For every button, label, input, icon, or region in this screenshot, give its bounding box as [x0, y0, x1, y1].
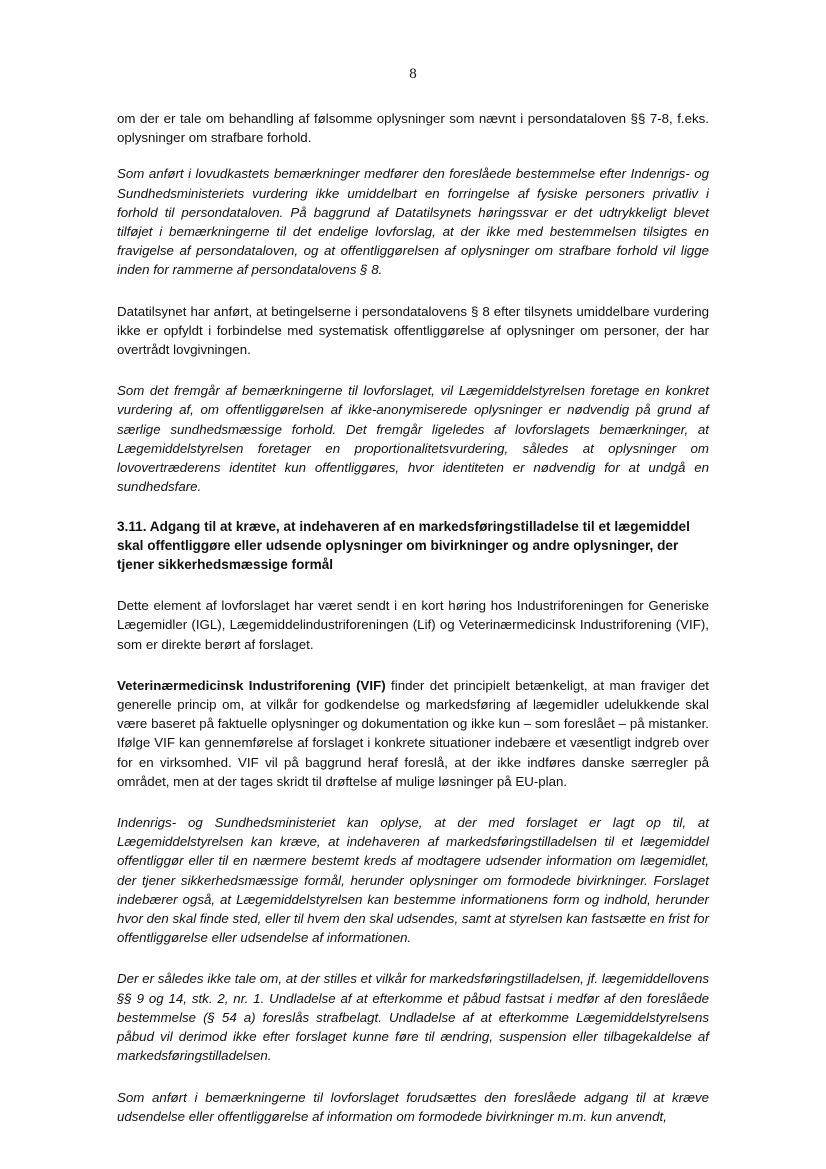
paragraph-3: Datatilsynet har anført, at betingelserne i persondatalovens § 8 efter tilsynets umiddelbare vurdering ikke er opfyldt i forbindelse med systematisk offentliggørelse af oplysninger om personer, der har overtrådt lovgivningen. [117, 303, 709, 358]
vif-text: finder det principielt betænkeligt, at man fraviger det generelle princip om, at vilkår for godkendelse og markedsføring af lægemidler udelukkende skal være baseret på faktuelle oplysninger og dokumentation og ikke kun – som foreslået – på mistanker. Ifølge VIF kan gennemførelse af forslaget i konkrete situationer indebære et væsentligt indgreb over for en virksomhed. VIF vil på baggrund heraf foreslå, at der ikke indføres danske særregler på området, men at der tages skridt til drøftelse af mulige løsninger på EU-plan. [117, 677, 709, 789]
page-number: 8 [409, 66, 417, 82]
document-body [117, 109, 709, 1126]
vif-bold-lead: Veterinærmedicinsk Industriforening (VIF) [117, 677, 386, 693]
paragraph-7: Der er således ikke tale om, at der stilles et vilkår for markedsføringstilladelsen, jf. lægemiddellovens §§ 9 og 14, stk. 2, nr. 1. Undladelse af at efterkomme et påbud fastsat i medfør af den foreslåede bestemmelse (§ 54 a) foreslås strafbelagt. Undladelse af at efterkomme Lægemiddelstyrelsens påbud vil derimod ikke efter forslaget kunne føre til ændring, suspension eller tilbagekaldelse af markedsføringstilladelsen. [117, 971, 709, 1064]
paragraph-5: Dette element af lovforslaget har været sendt i en kort høring hos Industriforeningen for Generiske Lægemidler (IGL), Lægemiddelindustriforeningen (Lif) og Veterinærmedicinsk Industriforening (VIF), som er direkte berørt af forslaget. [117, 598, 709, 652]
paragraph-1: om der er tale om behandling af følsomme oplysninger som nævnt i persondataloven §§ 7-8, f.eks. oplysninger om strafbare forhold. [117, 111, 709, 146]
paragraph-2: Som anført i lovudkastets bemærkninger medfører den foreslåede bestemmelse efter Indenrigs- og Sundhedsministeriets vurdering ikke umiddelbart en forringelse af fysiske personers privatliv i forhold til persondataloven. På baggrund af Datatilsynets høringssvar er det udtrykkeligt blevet tilføjet i bemærkningerne til det endelige lovforslag, at der ikke med bestemmelsen tilsigtes en fravigelse af persondataloven, og at offentliggørelsen af oplysninger om strafbare forhold vil ligge inden for rammerne af persondatalovens § 8. [117, 166, 709, 278]
paragraph-6: Indenrigs- og Sundhedsministeriet kan oplyse, at der med forslaget er lagt op til, at Lægemiddelstyrelsen kan kræve, at indehaveren af markedsføringstilladelsen til et lægemiddel offentliggør eller til en nærmere bestemt kreds af modtagere udsender information om lægemidlet, der tjener sikkerhedsmæssige formål, herunder oplysninger om formodede bivirkninger. Forslaget indebærer også, at Lægemiddelstyrelsen kan bestemme informationens form og indhold, herunder hvor den skal finde sted, eller til hvem den skal udsendes, samt at styrelsen kan fastsætte en frist for offentliggørelse eller udsendelse af informationen. [117, 815, 709, 946]
paragraph-vif [117, 676, 709, 791]
paragraph-4: Som det fremgår af bemærkningerne til lovforslaget, vil Lægemiddelstyrelsen foretage en konkret vurdering af, om offentliggørelsen af ikke-anonymiserede oplysninger er nødvendig på grund af særlige sundhedsmæssige forhold. Det fremgår ligeledes af lovforslagets bemærkninger, at Lægemiddelstyrelsen foretager en proportionalitetsvurdering, således at oplysninger om lovovertræderens identitet kun offentliggøres, hvor identiteten er nødvendig for at undgå en sundhedsfare. [117, 383, 709, 495]
paragraph-8: Som anført i bemærkningerne til lovforslaget forudsættes den foreslåede adgang til at kræve udsendelse eller offentliggørelse af information om formodede bivirkninger m.m. kun anvendt, [117, 1089, 709, 1124]
section-heading: 3.11. Adgang til at kræve, at indehaveren af en markedsføringstilladelse til et lægemiddel skal offentliggøre eller udsende oplysninger om bivirkninger og andre oplysninger, der tjener sikkerhedsmæssige formål [117, 519, 690, 572]
